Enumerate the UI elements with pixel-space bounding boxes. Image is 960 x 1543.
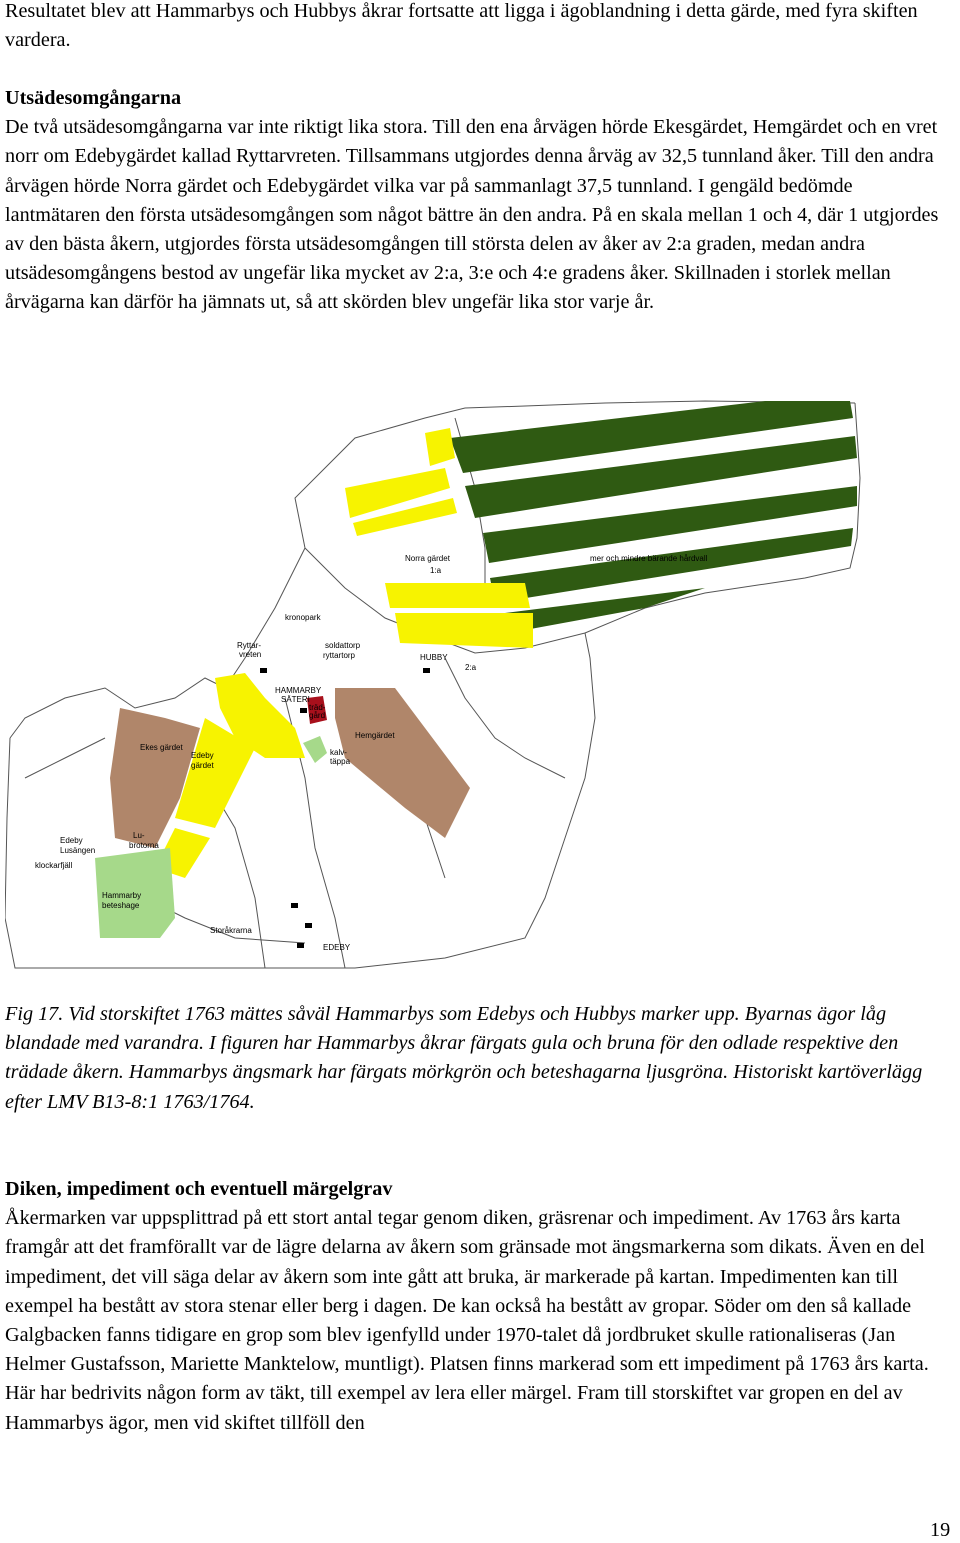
map-label: Hemgärdet [355, 731, 395, 740]
map-label: vreten [239, 650, 262, 659]
figure-caption: Fig 17. Vid storskiftet 1763 mättes såväl Hammarbys som Edebys och Hubbys marker upp. Byarnas ägor låg blandade med varandra. I figuren har Hammarbys åkrar färgats gula och bruna för den odlade respektive den trädade åkern. Hammarbys ängsmark har färgats mörkgrön och beteshagarna ljusgröna. Historiskt kartöverlägg efter LMV B13-8:1 1763/1764. [5, 1003, 923, 1113]
map-label: mer och mindre bärande hårdvall [590, 554, 708, 563]
map-label: träd- [309, 703, 326, 712]
house-icon [300, 708, 307, 713]
map-label: SÄTERI [281, 695, 310, 704]
map-label: Edeby [191, 751, 214, 760]
map-label: ryttartorp [323, 651, 356, 660]
intro-paragraph: Resultatet blev att Hammarbys och Hubbys åkrar fortsatte att ligga i ägoblandning i detta gärde, med fyra skiften vardera. [5, 0, 918, 52]
section-body: De två utsädesomgångarna var inte riktigt lika stora. Till den ena årvägen hörde Ekesgärdet, Hemgärdet och en vret norr om Edebygärdet kallad Ryttarvreten. Tillsammans utgjordes denna årväg av 32,5 tunnland åker. Till den andra årvägen hörde Norra gärdet och Edebygärdet vilka var på sammanlagt 37,5 tunnland. I gengäld bedömde lantmätaren den första utsädesomgången som något bättre än den andra. På en skala mellan 1 och 4, där 1 utgjordes av den bästa åkern, utgjordes första utsädesomgången till största delen av åker av 2:a graden, medan andra utsädesomgångens bestod av ungefär lika mycket av 2:a, 3:e och 4:e gradens åker. Skillnaden i storlek mellan årvägarna kan därför ha jämnats ut, så att skörden blev ungefär lika stor varje år. [5, 116, 939, 314]
house-icon [297, 943, 304, 948]
section-diken-impediment [5, 1175, 955, 1438]
section-body: Åkermarken var uppsplittrad på ett stort antal tegar genom diken, gräsrenar och impediment. Av 1763 års karta framgår att det framförallt var de lägre delarna av åkern som gränsade mot ängsmarkerna som dikats. Även en del impediment, det vill säga delar av åkern som inte gått att bruka, är markerade på kartan. Impedimenten kan till exempel ha bestått av stora stenar eller berg i dagen. De kan också ha bestått av gropar. Söder om den så kallade Galgbacken fanns tidigare en grop som blev igenfylld under 1970-talet då jordbruket skulle rationaliseras (Jan Helmer Gustafsson, Mariette Manktelow, muntligt). Platsen finns markerad som ett impediment på 1763 års karta. Här har bedrivits någon form av täkt, till exempel av lera eller märgel. Fram till storskiftet var gropen en del av Hammarbys ägor, men vid skiftet tillföll den [5, 1207, 929, 1434]
map-label: brotorna [129, 841, 159, 850]
map-label: gärdet [191, 761, 214, 770]
map-label: gård [309, 711, 326, 720]
map-label: HUBBY [420, 653, 448, 662]
map-label: täppa [330, 757, 351, 766]
house-icon [291, 903, 298, 908]
map-label: 1:a [430, 566, 442, 575]
field-parcel [395, 613, 533, 648]
map-label: Ekes gärdet [140, 743, 183, 752]
house-icon [260, 668, 267, 673]
map-label: Storåkrarna [210, 926, 252, 935]
house-icon [305, 923, 312, 928]
section-heading: Utsädesomgångarna [5, 87, 182, 109]
map-label: Ryttar- [237, 641, 261, 650]
section-utsadesomgangarna [5, 84, 950, 318]
map-label: EDEBY [323, 943, 351, 952]
map-label: kronopark [285, 613, 321, 622]
map-label: Lusängen [60, 846, 96, 855]
map-label: beteshage [102, 901, 140, 910]
map-label: Edeby [60, 836, 83, 845]
map-label: 2:a [465, 663, 477, 672]
map-label: Hammarby [102, 891, 142, 900]
page-number: 19 [930, 1519, 951, 1541]
map-label: HAMMARBY [275, 686, 322, 695]
field-parcel [385, 583, 530, 608]
map-label: klockarfjäll [35, 861, 73, 870]
fallow-parcel [110, 708, 200, 848]
section-heading: Diken, impediment och eventuell märgelgrav [5, 1178, 393, 1200]
map-label: Norra gärdet [405, 554, 450, 563]
pasture-kalvtappa [303, 736, 327, 763]
house-icon [423, 668, 430, 673]
field-parcel [425, 428, 455, 466]
map-label: Lu- [133, 831, 145, 840]
historical-map-figure [5, 398, 865, 973]
map-label: kalv- [330, 748, 347, 757]
fallow-fields [110, 688, 470, 848]
fallow-parcel [335, 688, 470, 838]
map-label: soldattorp [325, 641, 361, 650]
